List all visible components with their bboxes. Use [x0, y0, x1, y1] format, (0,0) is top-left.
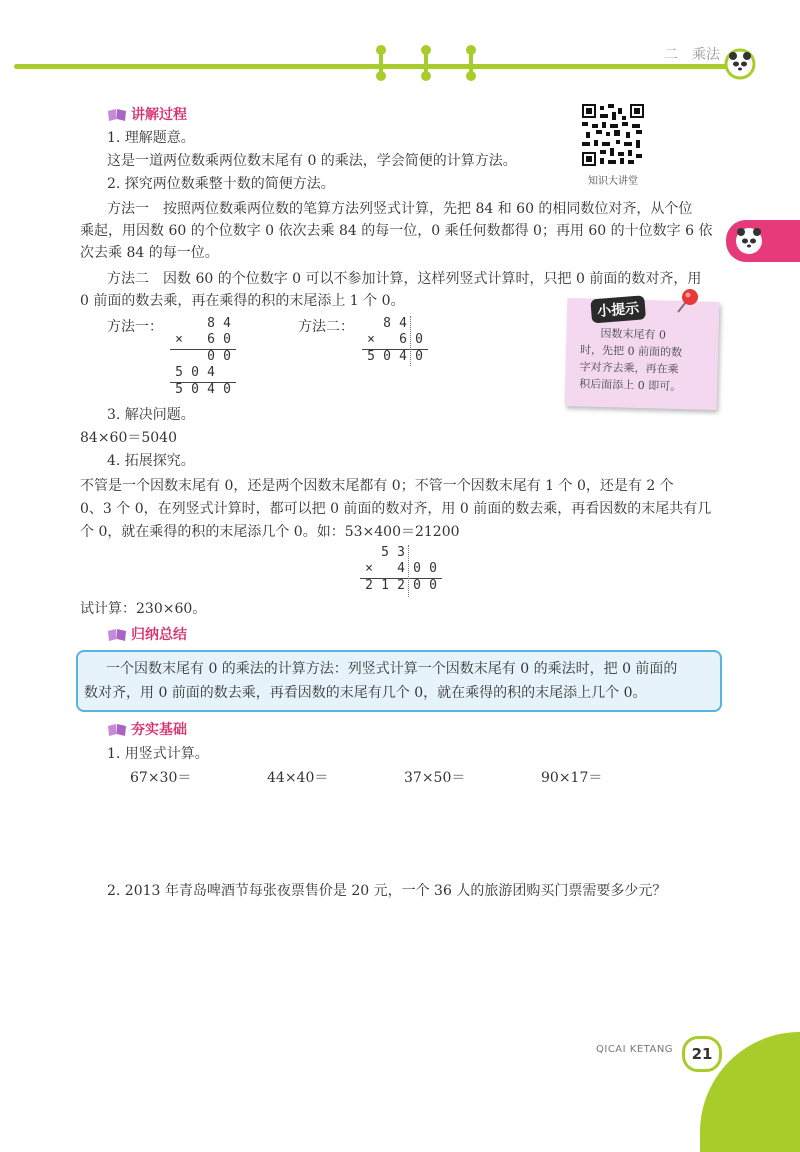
calc1-digit: 5	[175, 382, 183, 397]
calc1-digit: 0	[223, 349, 231, 364]
calc2-digit: 4	[399, 349, 407, 364]
calc3-digit: 0	[429, 578, 437, 593]
tip-line: 时，先把 0 前面的数	[579, 343, 683, 360]
vertical-calc-3	[360, 545, 450, 597]
calc3-digit: 4	[397, 561, 405, 576]
basics-q1-item: 37×50＝	[404, 770, 466, 786]
calc1-digit: 0	[223, 332, 231, 347]
summary-line-1: 一个因数末尾有 0 的乘法的计算方法：列竖式计算一个因数末尾有 0 的乘法时，把 0 前面的	[106, 661, 678, 677]
calc3-digit: 0	[429, 561, 437, 576]
calc2-digit: 5	[367, 349, 375, 364]
pushpin-icon	[672, 286, 702, 316]
calc2-digit: 0	[383, 349, 391, 364]
step4-line-1: 不管是一个因数末尾有 0，还是两个因数末尾都有 0；不管一个因数末尾有 1 个 0，还是有 2 个	[80, 478, 674, 494]
vertical-calc-1	[170, 316, 250, 400]
step4-line-3: 个 0，就在乘得的积的末尾添几个 0。如：53×400＝21200	[80, 524, 460, 540]
explain-step4: 4. 拓展探究。	[107, 453, 195, 469]
tip-line: 因数末尾有 0	[600, 326, 667, 342]
try-calc: 试计算：230×60。	[80, 601, 207, 617]
header-pins-icon	[370, 44, 480, 84]
tip-line: 字对齐去乘，再在乘	[579, 360, 679, 376]
calc3-operator: ×	[365, 561, 373, 576]
panda-tab-icon	[734, 226, 764, 256]
calc2-digit: 8	[383, 316, 391, 331]
method2-label: 方法二：	[298, 319, 354, 335]
calc3-digit: 3	[397, 545, 405, 560]
side-tab	[726, 220, 800, 262]
book-icon	[107, 629, 127, 641]
footer-brand: QICAI KETANG	[596, 1044, 674, 1055]
calc1-digit: 4	[223, 316, 231, 331]
explain-step2: 2. 探究两位数乘整十数的简便方法。	[107, 176, 335, 192]
page-number	[682, 1036, 722, 1072]
section-title-explain: 讲解过程	[131, 107, 187, 123]
calc1-digit: 8	[207, 316, 215, 331]
explain-step1: 1. 理解题意。	[107, 130, 195, 146]
calc1-digit: 4	[207, 382, 215, 397]
panda-icon	[724, 48, 756, 80]
calc1-digit: 5	[175, 365, 183, 380]
calc3-digit: 0	[413, 578, 421, 593]
summary-box	[76, 650, 722, 712]
calc1-digit: 0	[207, 349, 215, 364]
calc3-digit: 2	[365, 578, 373, 593]
method1-line-2: 乘起，用因数 60 的个位数字 0 依次去乘 84 的每一位，0 乘任何数都得 0；再用 60 的十位数字 6 依	[80, 223, 713, 239]
method1-line-1: 方法一 按照两位数乘两位数的笔算方法列竖式计算，先把 84 和 60 的相同数位对齐，从个位	[107, 201, 693, 217]
qr-code-icon	[582, 104, 644, 166]
tip-line: 积后面添上 0 即可。	[579, 377, 682, 394]
method1-line-3: 次去乘 84 的每一位。	[80, 245, 219, 261]
vertical-calc-2	[362, 316, 432, 366]
book-icon	[107, 109, 127, 121]
calc3-digit: 1	[381, 578, 389, 593]
calc1-digit: 0	[191, 365, 199, 380]
page-number-text: 21	[691, 1045, 713, 1063]
header-bar	[0, 0, 800, 95]
calc2-digit: 0	[415, 332, 423, 347]
basics-q1-item: 67×30＝	[130, 770, 192, 786]
step4-line-2: 0、3 个 0，在列竖式计算时，都可以把 0 前面的数对齐，用 0 前面的数去乘，再看因数的末尾共有几	[80, 501, 712, 517]
basics-q2: 2. 2013 年青岛啤酒节每张夜票售价是 20 元，一个 36 人的旅游团购买门票需要多少元？	[107, 883, 667, 899]
method2-line-1: 方法二 因数 60 的个位数字 0 可以不参加计算，这样列竖式计算时，只把 0 前面的数对齐，用	[107, 271, 702, 287]
explain-step1-desc: 这是一道两位数乘两位数末尾有 0 的乘法，学会简便的计算方法。	[107, 153, 517, 169]
calc2-digit: 0	[415, 349, 423, 364]
calc2-digit: 6	[399, 332, 407, 347]
tip-title: 小提示	[590, 295, 646, 323]
calc3-digit: 5	[381, 545, 389, 560]
calc3-digit: 2	[397, 578, 405, 593]
method2-line-2: 0 前面的数去乘，再在乘得的积的末尾添上 1 个 0。	[80, 293, 405, 309]
calc3-digit: 0	[413, 561, 421, 576]
book-icon	[107, 724, 127, 736]
calc1-operator: ×	[175, 332, 183, 347]
basics-q1: 1. 用竖式计算。	[107, 746, 209, 762]
calc1-digit: 4	[207, 365, 215, 380]
basics-q1-item: 44×40＝	[267, 770, 329, 786]
qr-code[interactable]	[582, 104, 644, 166]
explain-step3-eq: 84×60＝5040	[80, 430, 177, 446]
calc2-operator: ×	[367, 332, 375, 347]
calc3-divider	[408, 545, 409, 597]
method1-label: 方法一：	[107, 319, 163, 335]
basics-q1-item: 90×17＝	[541, 770, 603, 786]
section-title-basics: 夯实基础	[131, 722, 187, 738]
calc2-divider	[410, 316, 411, 366]
section-title-summary: 归纳总结	[131, 627, 187, 643]
explain-step3: 3. 解决问题。	[107, 407, 195, 423]
qr-caption: 知识大讲堂	[588, 176, 638, 187]
calc1-digit: 0	[223, 382, 231, 397]
calc2-digit: 4	[399, 316, 407, 331]
chapter-title: 二 乘法	[664, 47, 720, 63]
calc1-digit: 6	[207, 332, 215, 347]
summary-line-2: 数对齐，用 0 前面的数去乘，再看因数的末尾有几个 0，就在乘得的积的末尾添上几个 0。	[84, 685, 647, 701]
calc1-digit: 0	[191, 382, 199, 397]
